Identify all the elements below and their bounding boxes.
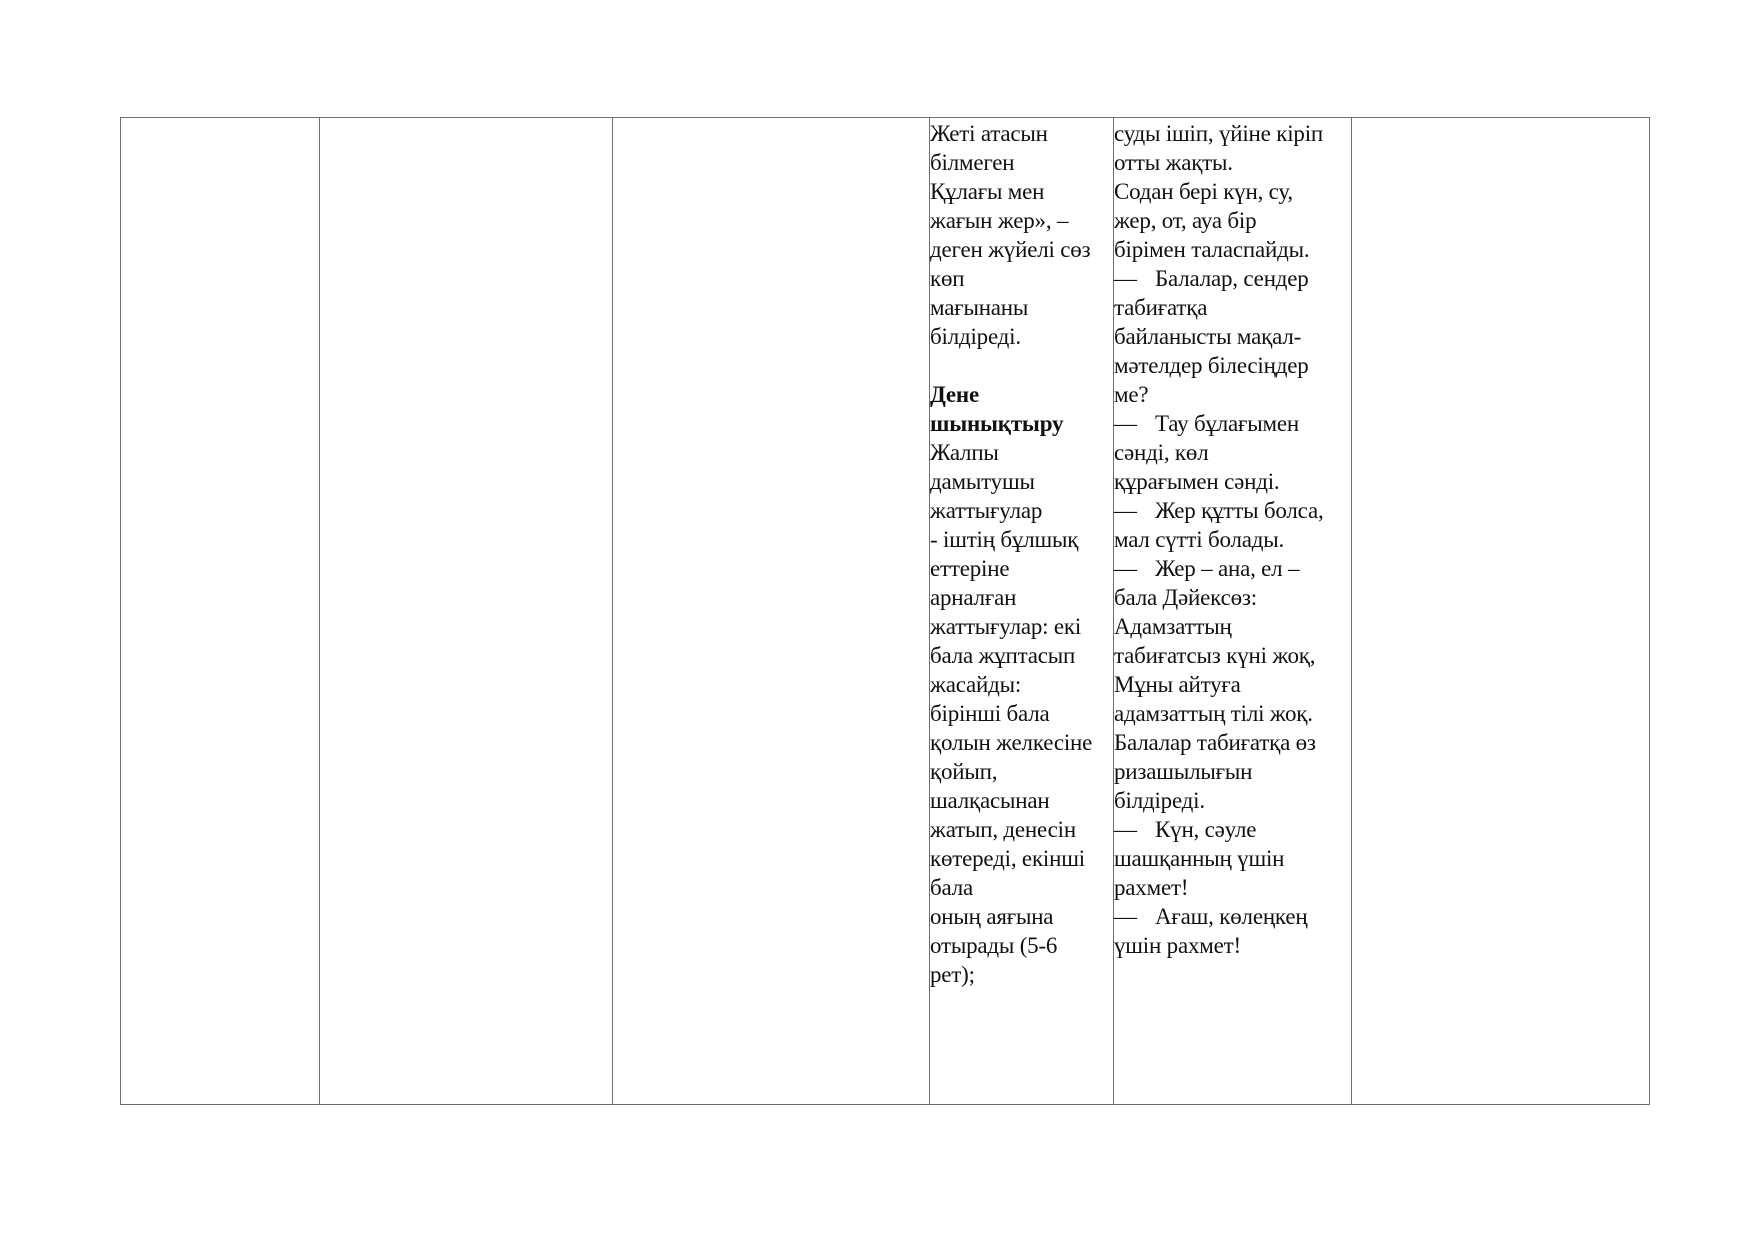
- text-line: үшін рахмет!: [1114, 933, 1241, 958]
- text-line: Балалар, сендер: [1155, 266, 1309, 291]
- text-line: мәтелдер білесіңдер: [1114, 353, 1309, 378]
- cell-5-text: [1114, 118, 1351, 960]
- text-line: мағынаны: [930, 295, 1029, 320]
- text-line: қолын желкесіне: [930, 730, 1093, 755]
- text-line: байланысты мақал-: [1114, 324, 1302, 349]
- table-row: [121, 118, 1650, 1105]
- dash-marker: —: [1114, 556, 1137, 581]
- text-line: отырады (5-6: [930, 933, 1058, 958]
- table-cell-3: [613, 118, 930, 1105]
- text-line: білмеген: [930, 150, 1015, 175]
- text-line: бала Дәйексөз:: [1114, 585, 1257, 610]
- text-line: Жеті атасын: [930, 121, 1048, 146]
- text-line: табиғатсыз күні жоқ,: [1114, 643, 1316, 668]
- text-line: бала жұптасып: [930, 643, 1076, 668]
- text-line: шашқанның үшін: [1114, 846, 1285, 871]
- text-line: білдіреді.: [1114, 788, 1205, 813]
- text-line: Тау бұлағымен: [1155, 411, 1300, 436]
- text-line: қойып,: [930, 759, 998, 784]
- text-line: білдіреді.: [930, 324, 1021, 349]
- text-line: табиғатқа: [1114, 295, 1208, 320]
- text-line: рет);: [930, 962, 975, 987]
- text-line: жаттығулар: [930, 498, 1043, 523]
- lesson-plan-table: [120, 117, 1650, 1105]
- dash-item: [1114, 409, 1351, 438]
- text-line: оның аяғына: [930, 904, 1054, 929]
- table-cell-6: [1352, 118, 1650, 1105]
- dash-item: [1114, 815, 1351, 844]
- text-line: Жер құтты болса,: [1155, 498, 1324, 523]
- text-line: - іштің бұлшық: [930, 527, 1079, 552]
- dash-item: [1114, 264, 1351, 293]
- dash-marker: —: [1114, 498, 1137, 523]
- text-line: жаттығулар: екі: [930, 614, 1082, 639]
- text-line: көтереді, екінші: [930, 846, 1085, 871]
- text-line: құрағымен сәнді.: [1114, 469, 1280, 494]
- text-line: отты жақты.: [1114, 150, 1233, 175]
- text-line: Жер – ана, ел –: [1155, 556, 1300, 581]
- text-line: бала: [930, 875, 973, 900]
- text-line: жер, от, ауа бір: [1114, 208, 1257, 233]
- text-line: бірінші бала: [930, 701, 1050, 726]
- table-cell-4: [930, 118, 1114, 1105]
- text-line: шалқасынан: [930, 788, 1050, 813]
- text-line: суды ішіп, үйіне кіріп: [1114, 121, 1323, 146]
- text-line: рахмет!: [1114, 875, 1189, 900]
- table-cell-2: [320, 118, 613, 1105]
- section-heading: Дене: [930, 382, 979, 407]
- text-line: ризашылығын: [1114, 759, 1253, 784]
- text-line: адамзаттың тілі жоқ.: [1114, 701, 1313, 726]
- text-line: Құлағы мен: [930, 179, 1045, 204]
- text-line: жағын жер», –: [930, 208, 1069, 233]
- text-line: көп: [930, 266, 965, 291]
- text-line: арналған: [930, 585, 1017, 610]
- text-line: Балалар табиғатқа өз: [1114, 730, 1316, 755]
- table-cell-5: [1114, 118, 1352, 1105]
- text-line: сәнді, көл: [1114, 440, 1209, 465]
- text-line: мал сүтті болады.: [1114, 527, 1285, 552]
- dash-marker: —: [1114, 904, 1137, 929]
- text-line: жатып, денесін: [930, 817, 1076, 842]
- text-line: жасайды:: [930, 672, 1022, 697]
- text-line: бірімен таласпайды.: [1114, 237, 1310, 262]
- dash-item: [1114, 496, 1351, 525]
- text-line: Жалпы: [930, 440, 999, 465]
- text-line: Күн, сәуле: [1155, 817, 1257, 842]
- text-line: дамытушы: [930, 469, 1035, 494]
- dash-marker: —: [1114, 817, 1137, 842]
- cell-4-text: [930, 118, 1113, 989]
- text-line: еттеріне: [930, 556, 1010, 581]
- dash-marker: —: [1114, 266, 1137, 291]
- dash-marker: —: [1114, 411, 1137, 436]
- text-line: Ағаш, көлеңкең: [1155, 904, 1308, 929]
- text-line: деген жүйелі сөз: [930, 237, 1091, 262]
- table-cell-1: [121, 118, 320, 1105]
- text-line: Адамзаттың: [1114, 614, 1232, 639]
- section-heading: шынықтыру: [930, 411, 1064, 436]
- text-line: Мұны айтуға: [1114, 672, 1241, 697]
- text-line: ме?: [1114, 382, 1149, 407]
- dash-item: [1114, 902, 1351, 931]
- dash-item: [1114, 554, 1351, 583]
- text-line: Содан бері күн, су,: [1114, 179, 1293, 204]
- paragraph-gap: [930, 351, 1113, 380]
